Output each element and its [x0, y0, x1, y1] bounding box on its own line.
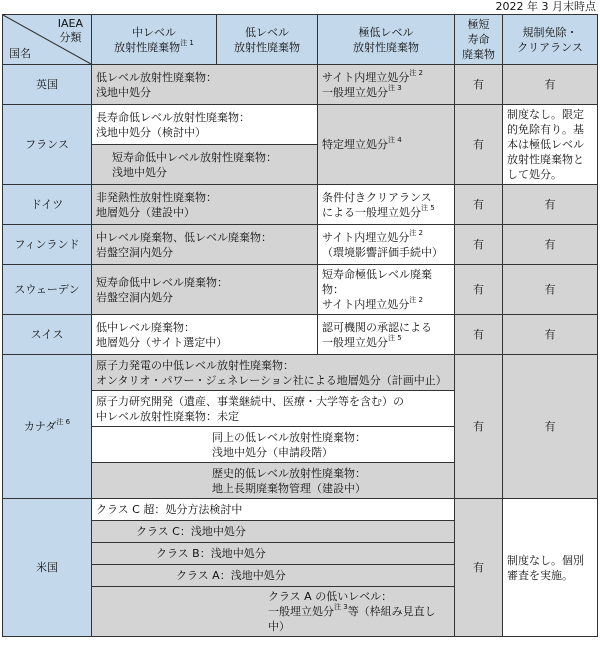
- us-very-short-lived: 有: [455, 499, 503, 637]
- germany-medium-low-cell: 非発熱性放射性廃棄物： 地層処分（建設中）: [92, 185, 318, 225]
- country-sweden: スウェーデン: [3, 265, 92, 315]
- germany-very-low-cell: 条件付きクリアランス による一般埋立処分$^{注 5}$: [318, 185, 455, 225]
- france-long-lived-low-cell: 長寿命低レベル放射性廃棄物： 浅地中処分（検討中）: [92, 105, 318, 145]
- sweden-medium-low-cell: 短寿命低中レベル廃棄物： 岩盤空洞内処分: [92, 265, 318, 315]
- row-finland: [3, 225, 598, 265]
- us-exemption: 制度なし。個別審査を実施。: [503, 499, 598, 637]
- row-canada-1: [3, 355, 598, 391]
- country-uk: 英国: [3, 65, 92, 105]
- row-germany: [3, 185, 598, 225]
- header-very-short-lived: 極短 寿命 廃棄物: [455, 15, 503, 65]
- swiss-exemption: 有: [503, 315, 598, 355]
- row-sweden: [3, 265, 598, 315]
- uk-exemption: 有: [503, 65, 598, 105]
- header-iaea-class: IAEA 分類: [57, 17, 83, 44]
- finland-very-short-lived: 有: [455, 225, 503, 265]
- france-short-lived-cell: 短寿命低中レベル放射性廃棄物： 浅地中処分: [92, 145, 318, 185]
- canada-research-low-cell: 同上の低レベル放射性廃棄物： 浅地中処分（申請段階）: [92, 427, 455, 463]
- sweden-very-low-cell: 短寿命極低レベル廃棄物： サイト内埋立処分$^{注 2}$: [318, 265, 455, 315]
- us-class-a-cell: クラス A：浅地中処分: [92, 565, 455, 587]
- swiss-very-low-cell: 認可機関の承認による 一般埋立処分$^{注 5}$: [318, 315, 455, 355]
- country-switzerland: スイス: [3, 315, 92, 355]
- finland-very-low-cell: サイト内埋立処分$^{注 2}$ （環境影響評価手続中）: [318, 225, 455, 265]
- canada-exemption: 有: [503, 355, 598, 499]
- country-france: フランス: [3, 105, 92, 185]
- sweden-very-short-lived: 有: [455, 265, 503, 315]
- country-germany: ドイツ: [3, 185, 92, 225]
- row-switzerland: [3, 315, 598, 355]
- france-very-short-lived: 有: [455, 105, 503, 185]
- header-very-low-level: 極低レベル 放射性廃棄物: [318, 15, 455, 65]
- header-low-level: 低レベル 放射性廃棄物: [217, 15, 318, 65]
- uk-medium-low-cell: 低レベル放射性廃棄物： 浅地中処分: [92, 65, 318, 105]
- header-medium-level: 中レベル 放射性廃棄物$^{注 1}$: [92, 15, 217, 65]
- germany-exemption: 有: [503, 185, 598, 225]
- header-country: 国名: [9, 47, 31, 60]
- country-us: 米国: [3, 499, 92, 637]
- swiss-medium-low-cell: 低中レベル廃棄物： 地層処分（サイト選定中）: [92, 315, 318, 355]
- header-row: [3, 15, 598, 65]
- france-very-low-cell: 特定埋立処分$^{注 4}$: [318, 105, 455, 185]
- france-exemption: 制度なし。限定的免除有り。基本は極低レベル放射性廃棄物として処分。: [503, 105, 598, 185]
- us-class-c-cell: クラス C：浅地中処分: [92, 521, 455, 543]
- swiss-very-short-lived: 有: [455, 315, 503, 355]
- radioactive-waste-classification-table: [2, 14, 598, 637]
- us-class-b-cell: クラス B：浅地中処分: [92, 543, 455, 565]
- as-of-date-note: 2022 年 3 月末時点: [495, 0, 596, 13]
- uk-very-short-lived: 有: [455, 65, 503, 105]
- uk-very-low-cell: サイト内埋立処分$^{注 2}$ 一般埋立処分$^{注 3}$: [318, 65, 455, 105]
- row-france-1: [3, 105, 598, 145]
- country-canada: カナダ$^{注 6}$: [3, 355, 92, 499]
- row-us-gtcc: [3, 499, 598, 521]
- germany-very-short-lived: 有: [455, 185, 503, 225]
- canada-research-cell: 原子力研究開発（遺産、事業継続中、医療・大学等を含む）の 中レベル放射性廃棄物：未定: [92, 391, 455, 427]
- us-gtcc-cell: クラス C 超：処分方法検討中: [92, 499, 455, 521]
- finland-exemption: 有: [503, 225, 598, 265]
- canada-historic-cell: 歴史的低レベル放射性廃棄物： 地上長期廃棄物管理（建設中）: [92, 463, 455, 499]
- country-finland: フィンランド: [3, 225, 92, 265]
- header-corner: [3, 15, 92, 65]
- canada-power-cell: 原子力発電の中低レベル放射性廃棄物： オンタリオ・パワー・ジェネレーション社による地層処分（計画中止）: [92, 355, 455, 391]
- canada-very-short-lived: 有: [455, 355, 503, 499]
- row-uk: [3, 65, 598, 105]
- finland-medium-low-cell: 中レベル廃棄物、低レベル廃棄物： 岩盤空洞内処分: [92, 225, 318, 265]
- sweden-exemption: 有: [503, 265, 598, 315]
- header-exemption-clearance: 規制免除・ クリアランス: [503, 15, 598, 65]
- us-class-a-low-cell: クラス A の低いレベル： 一般埋立処分$^{注 3}$等（枠組み見直し中）: [92, 587, 455, 637]
